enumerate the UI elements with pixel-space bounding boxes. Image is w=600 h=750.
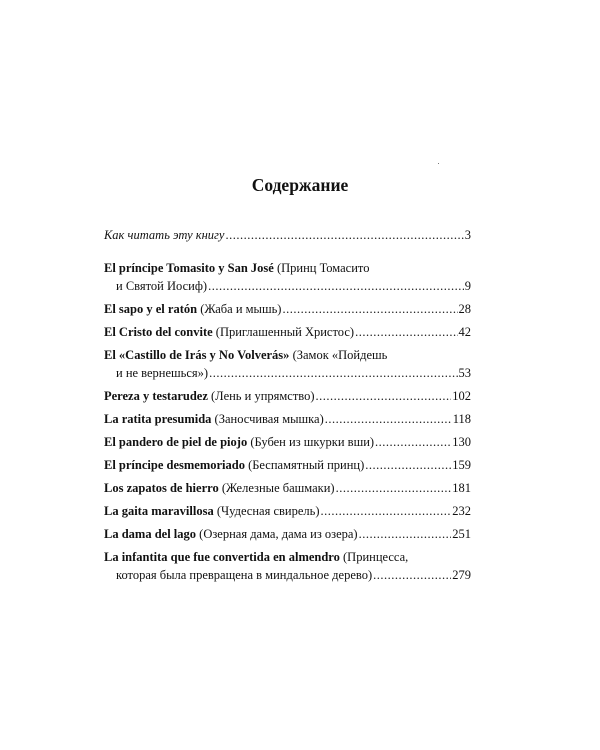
toc-entry-title-ru-cont: которая была превращена в миндальное дерево) xyxy=(116,568,373,582)
toc-entry-title-ru: (Жаба и мышь) xyxy=(197,302,282,316)
toc-page-number: 232 xyxy=(452,504,471,518)
toc-entry[interactable] xyxy=(104,502,471,520)
toc-page-number: 28 xyxy=(458,302,471,316)
dot-leader xyxy=(375,433,451,451)
toc-page-number: 118 xyxy=(452,412,471,426)
toc-entry-title-es: El sapo y el ratón xyxy=(104,302,198,316)
dot-leader xyxy=(336,479,452,497)
toc-entry[interactable] xyxy=(104,479,471,497)
toc-entry-title-ru: (Беспамятный принц) xyxy=(244,458,365,472)
toc-entry-title-ru-cont: и Святой Иосиф) xyxy=(116,279,208,293)
toc-page-number: 102 xyxy=(452,389,471,403)
toc-page-number: 130 xyxy=(452,435,471,449)
toc-entry[interactable] xyxy=(104,410,471,428)
toc-entry-intro[interactable] xyxy=(104,226,471,244)
toc-page-number: 53 xyxy=(458,366,471,380)
toc-entry-title-ru-cont: и не вернешься») xyxy=(116,366,209,380)
toc-entry-title-ru: (Заносчивая мышка) xyxy=(211,412,324,426)
toc-entry-title-es: El pandero de piel de piojo xyxy=(104,435,248,449)
toc-entry-title-ru: (Чудесная свирель) xyxy=(213,504,320,518)
dot-leader xyxy=(355,323,457,341)
toc-entry-title-ru: (Озерная дама, дама из озера) xyxy=(196,527,358,541)
dot-leader xyxy=(365,456,451,474)
toc-entry[interactable] xyxy=(104,323,471,341)
dot-leader xyxy=(321,502,452,520)
toc-page-number: 181 xyxy=(452,481,471,495)
toc-entry-title-ru: (Замок «Пойдешь xyxy=(289,348,388,362)
toc-page-number: 279 xyxy=(452,568,471,582)
dot-leader xyxy=(316,387,452,405)
toc-entry-title-es: Pereza y testarudez xyxy=(104,389,208,403)
toc-page-number: 9 xyxy=(464,279,471,293)
toc-entry-title-ru: (Бубен из шкурки вши) xyxy=(247,435,375,449)
toc-entry-title-es: El «Castillo de Irás y No Volverás» xyxy=(104,348,290,362)
toc-entry[interactable] xyxy=(104,346,471,382)
dot-leader xyxy=(373,566,451,584)
toc-entry[interactable] xyxy=(104,259,471,295)
toc-entry-title-ru: (Приглашенный Христос) xyxy=(212,325,355,339)
stray-dot xyxy=(438,163,439,164)
dot-leader xyxy=(208,277,464,295)
page-title: Содержание xyxy=(251,175,349,195)
toc-entry[interactable] xyxy=(104,433,471,451)
toc-entry-title-ru: (Принцесса, xyxy=(339,550,409,564)
toc-page-number: 251 xyxy=(452,527,471,541)
toc-entry-title-es: Los zapatos de hierro xyxy=(104,481,219,495)
toc-entry-title-ru: (Железные башмаки) xyxy=(218,481,335,495)
toc-entry-title: Как читать эту книгу xyxy=(104,228,225,242)
toc-entry[interactable] xyxy=(104,548,471,584)
toc-entry[interactable] xyxy=(104,456,471,474)
toc-entry-title-es: La ratita presumida xyxy=(104,412,212,426)
toc-page-number: 3 xyxy=(464,228,471,242)
toc-entry[interactable] xyxy=(104,525,471,543)
toc-entry-title-es: La gaita maravillosa xyxy=(104,504,214,518)
toc-entry-title-es: El Cristo del convite xyxy=(104,325,213,339)
toc-page-number: 42 xyxy=(458,325,471,339)
dot-leader xyxy=(359,525,452,543)
toc-entry-title-ru: (Принц Томасито xyxy=(273,261,370,275)
toc-entry[interactable] xyxy=(104,387,471,405)
toc-entry-title-es: El príncipe Tomasito y San José xyxy=(104,261,274,275)
dot-leader xyxy=(209,364,457,382)
toc-entry[interactable] xyxy=(104,300,471,318)
toc-entry-title-es: La dama del lago xyxy=(104,527,197,541)
toc-page-number: 159 xyxy=(452,458,471,472)
toc-entry-title-es: El príncipe desmemoriado xyxy=(104,458,245,472)
table-of-contents xyxy=(104,226,471,589)
dot-leader xyxy=(282,300,457,318)
dot-leader xyxy=(225,226,463,244)
toc-entry-title-es: La infantita que fue convertida en almendro xyxy=(104,550,340,564)
dot-leader xyxy=(325,410,452,428)
toc-entry-title-ru: (Лень и упрямство) xyxy=(207,389,315,403)
